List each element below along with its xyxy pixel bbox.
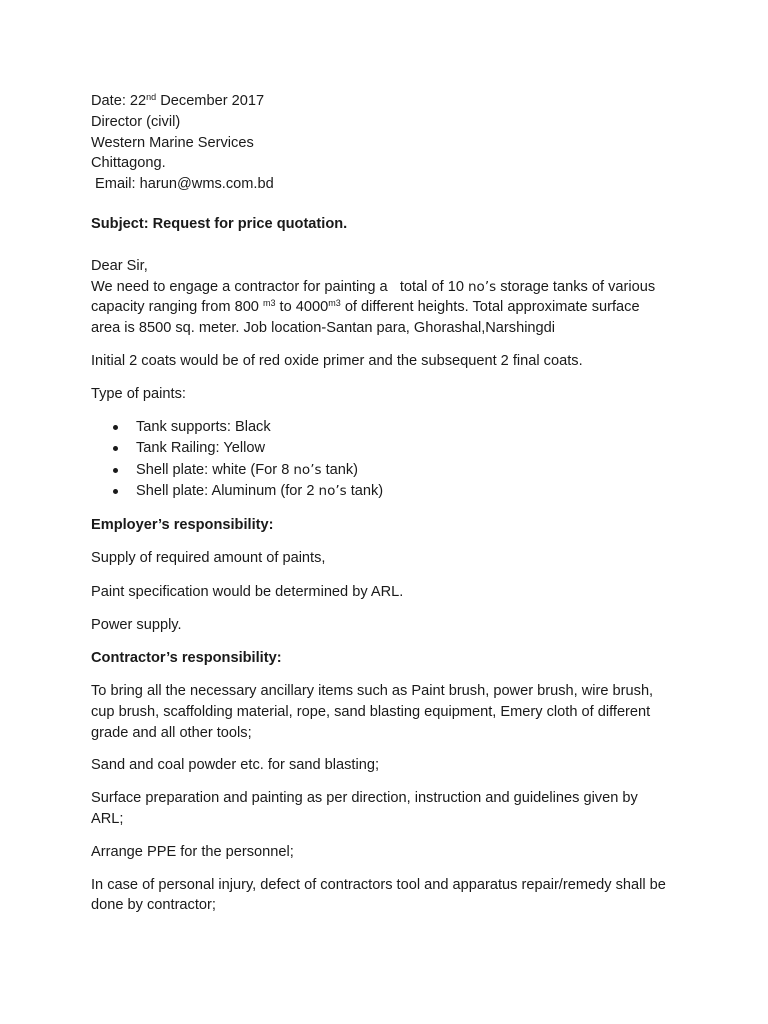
intro-line-3: area is 8500 sq. meter. Job location-Santan para, Ghorashal,Narshingdi — [91, 320, 556, 337]
paragraph-line: cup brush, scaffolding material, rope, sand blasting equipment, Emery cloth of different — [91, 703, 651, 720]
paragraph-line: Surface preparation and painting as per direction, instruction and guidelines given by — [91, 790, 638, 807]
list-item-text: Shell plate: white (For 8 — [136, 461, 294, 478]
contractor-heading: Contractor’s responsibility: — [91, 650, 282, 667]
contractor-item-surface — [91, 788, 679, 830]
date-line — [91, 91, 679, 112]
list-item — [91, 481, 679, 503]
list-item-nos: no’s — [293, 461, 322, 478]
intro-text: to 4000 — [275, 299, 329, 316]
intro-paragraph — [91, 277, 679, 339]
list-item-text: Shell plate: Aluminum (for 2 — [136, 483, 319, 500]
list-item — [91, 438, 679, 460]
date-prefix: Date: 22 — [91, 93, 147, 109]
list-item-text: tank) — [321, 461, 359, 478]
letter-header — [91, 91, 679, 195]
date-suffix: December 2017 — [156, 93, 265, 109]
employer-item-paints: Supply of required amount of paints, — [91, 549, 326, 566]
employer-heading: Employer’s responsibility: — [91, 516, 274, 533]
contractor-item-sand: Sand and coal powder etc. for sand blasting; — [91, 757, 380, 774]
paint-types-heading: Type of paints: — [91, 385, 186, 402]
coats-paragraph: Initial 2 coats would be of red oxide primer and the subsequent 2 final coats. — [91, 352, 583, 369]
recipient-title: Director (civil) — [91, 113, 181, 130]
intro-line-2 — [91, 297, 679, 318]
date-ordinal: nd — [146, 92, 157, 102]
unit-superscript: m3 — [328, 298, 341, 309]
bullet-icon — [113, 446, 118, 451]
unit-superscript: m3 — [262, 298, 276, 309]
intro-nos: no’s — [468, 278, 497, 295]
bullet-icon — [113, 425, 118, 430]
list-item-text: Tank supports: Black — [136, 418, 271, 435]
intro-text: capacity ranging from 800 — [91, 299, 263, 316]
list-item — [91, 460, 679, 482]
recipient-email: Email: harun@wms.com.bd — [91, 176, 274, 193]
employer-item-specification: Paint specification would be determined by ARL. — [91, 583, 404, 600]
list-item-text: tank) — [346, 483, 384, 500]
salutation: Dear Sir, — [91, 257, 148, 274]
paragraph-line: To bring all the necessary ancillary items such as Paint brush, power brush, wire brush, — [91, 682, 654, 699]
intro-text: We need to engage a contractor for painting a total of 10 — [91, 278, 468, 295]
list-item — [91, 417, 679, 439]
recipient-organization: Western Marine Services — [91, 134, 254, 151]
list-item-nos: no’s — [318, 483, 347, 500]
letter-page — [91, 91, 679, 916]
bullet-icon — [113, 489, 118, 494]
paragraph-line: done by contractor; — [91, 897, 216, 914]
paragraph-line: ARL; — [91, 810, 124, 827]
list-item-text: Tank Railing: Yellow — [136, 440, 265, 457]
intro-line-1 — [91, 277, 679, 298]
paragraph-line: grade and all other tools; — [91, 724, 252, 741]
bullet-icon — [113, 468, 118, 473]
employer-item-power: Power supply. — [91, 617, 182, 634]
paint-types-list — [91, 417, 679, 503]
contractor-item-tools — [91, 681, 679, 743]
recipient-city: Chittagong. — [91, 155, 166, 172]
intro-text: storage tanks of various — [496, 278, 656, 295]
contractor-item-ppe: Arrange PPE for the personnel; — [91, 843, 294, 860]
subject-line: Subject: Request for price quotation. — [91, 215, 348, 232]
intro-text: of different heights. Total approximate surface — [340, 299, 640, 316]
paragraph-line: In case of personal injury, defect of contractors tool and apparatus repair/remedy shall be — [91, 876, 666, 893]
contractor-item-injury — [91, 875, 679, 917]
